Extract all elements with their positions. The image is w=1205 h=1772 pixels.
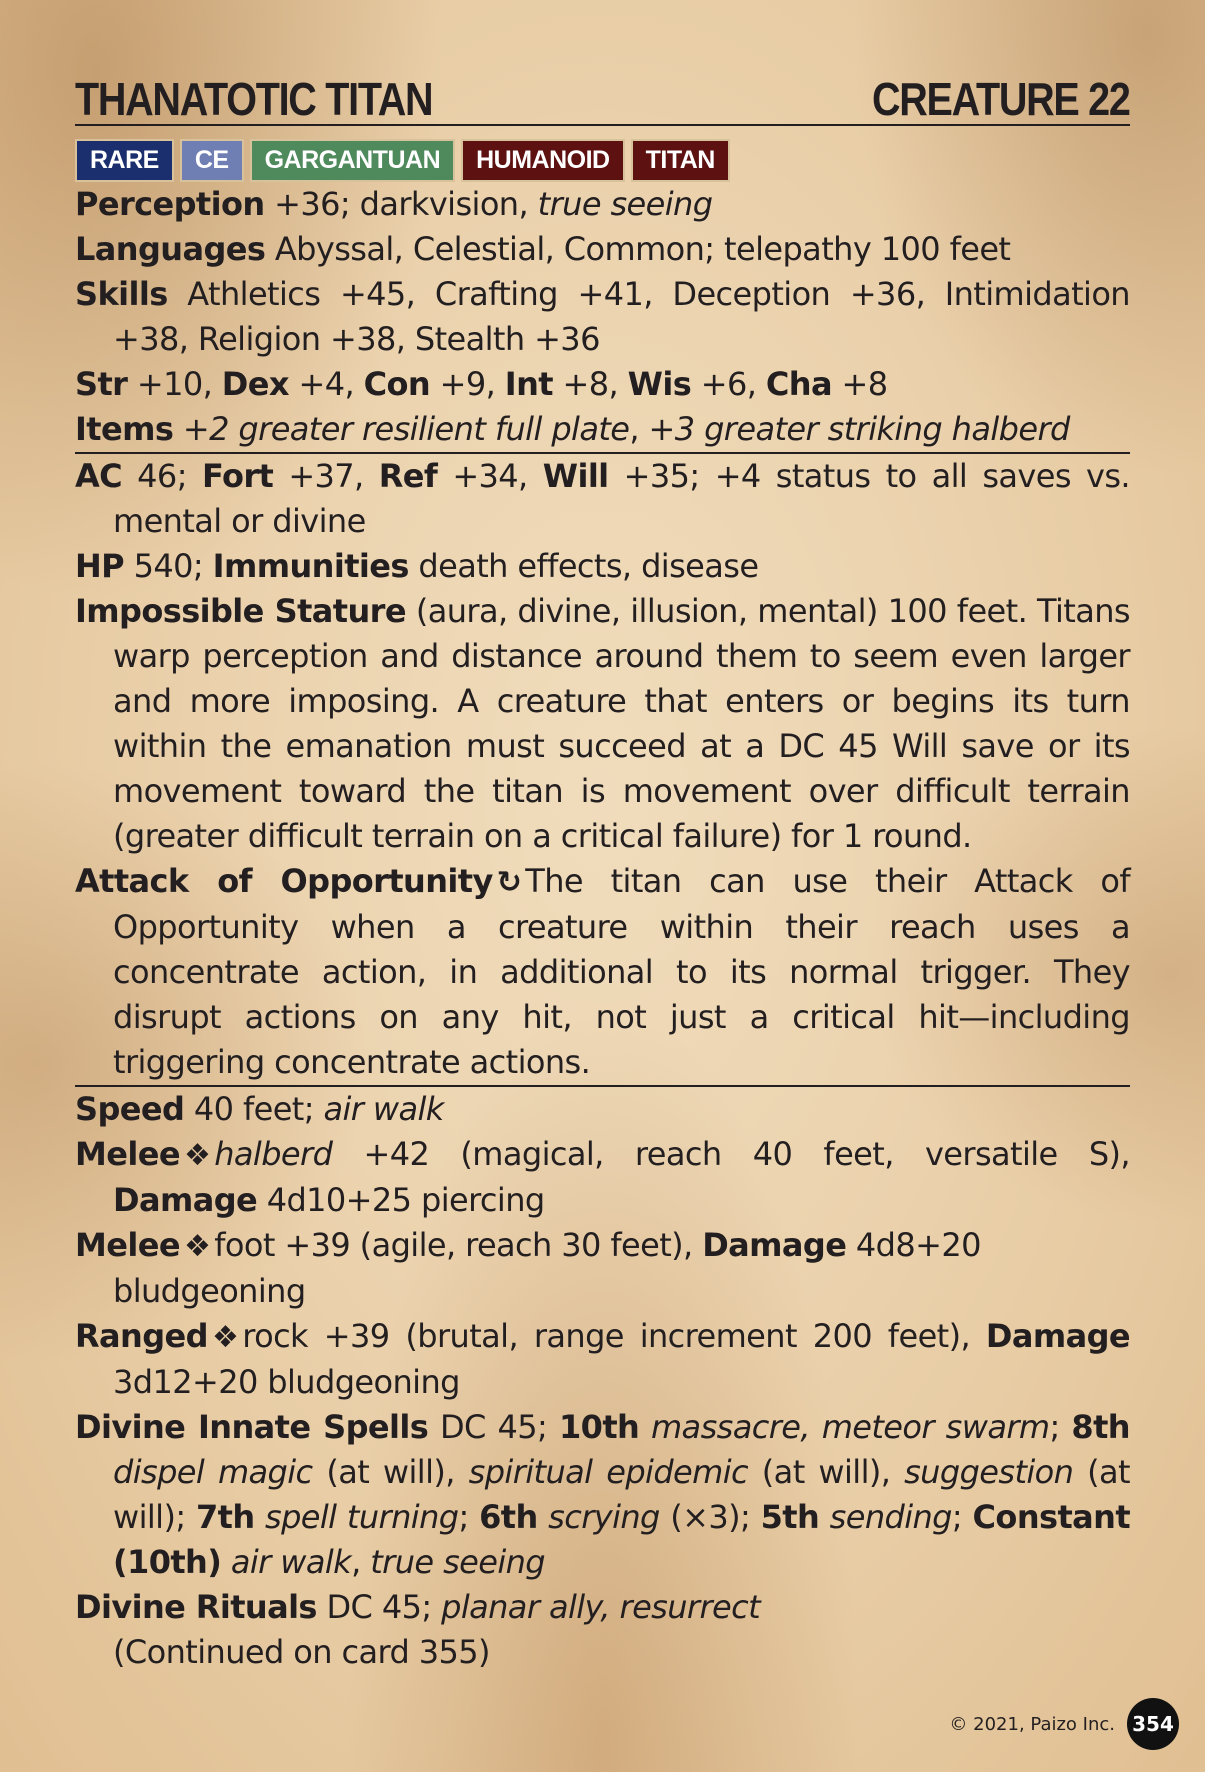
innate-spells-line: Divine Innate Spells DC 45; 10th massacre, meteor swarm; 8th dispel magic (at will), spiritual epidemic (at will), suggestion (at will); 7th spell turning; 6th scrying (×3); 5th sending; Constant (10th) air walk, true seeing bbox=[75, 1408, 1131, 1581]
speed-line: Speed 40 feet; air walk bbox=[75, 1090, 444, 1128]
single-action-icon: ❖ bbox=[183, 1138, 211, 1173]
card-number-badge: 354 bbox=[1127, 1698, 1179, 1750]
impossible-stature-ability: Impossible Stature (aura, divine, illusion, mental) 100 feet. Titans warp perception and distance around them to seem even larger and more imposing. A creature that enters or begins its turn within the emanation must succeed at a DC 45 Will save or its movement toward the titan is movement over difficult terrain (greater difficult terrain on a critical failure) for 1 round. bbox=[75, 592, 1131, 855]
creature-level: CREATURE 22 bbox=[872, 73, 1130, 125]
trait-humanoid: HUMANOID bbox=[461, 139, 625, 182]
ability-scores-line: Str +10, Dex +4, Con +9, Int +8, Wis +6, Cha +8 bbox=[75, 365, 888, 403]
melee-halberd-line: Melee ❖ halberd +42 (magical, reach 40 feet, versatile S), Damage 4d10+25 piercing bbox=[75, 1135, 1130, 1219]
single-action-icon: ❖ bbox=[183, 1229, 211, 1264]
attack-of-opportunity-ability: Attack of Opportunity ↻ The titan can use their Attack of Opportunity when a creature within their reach uses a concentrate action, in additional to its normal trigger. They disrupt actions on any hit, not just a critical hit—including triggering concentrate actions. bbox=[75, 859, 1130, 1087]
single-action-icon: ❖ bbox=[211, 1320, 239, 1355]
card-footer bbox=[949, 1698, 1179, 1750]
trait-list bbox=[75, 139, 1130, 182]
copyright: © 2021, Paizo Inc. bbox=[949, 1713, 1115, 1735]
stat-card bbox=[75, 70, 1130, 1675]
continued-note: (Continued on card 355) bbox=[113, 1633, 490, 1671]
trait-rarity: RARE bbox=[75, 139, 174, 182]
perception-line: Perception +36; darkvision, true seeing bbox=[75, 185, 713, 223]
ranged-rock-line: Ranged ❖ rock +39 (brutal, range increment 200 feet), Damage 3d12+20 bludgeoning bbox=[75, 1317, 1130, 1401]
skills-line: Skills Athletics +45, Crafting +41, Deception +36, Intimidation +38, Religion +38, Stealth +36 bbox=[75, 275, 1130, 358]
creature-name: THANATOTIC TITAN bbox=[75, 73, 433, 125]
reaction-icon: ↻ bbox=[496, 865, 522, 900]
trait-titan: TITAN bbox=[631, 139, 730, 182]
stat-header bbox=[75, 70, 1130, 126]
items-line: Items +2 greater resilient full plate, +3 greater striking halberd bbox=[75, 407, 1130, 454]
stat-block bbox=[75, 182, 1130, 1675]
melee-foot-line: Melee ❖ foot +39 (agile, reach 30 feet), Damage 4d8+20 bludgeoning bbox=[75, 1226, 981, 1310]
rituals-line: Divine Rituals DC 45; planar ally, resurrect bbox=[75, 1588, 761, 1626]
languages-line: Languages Abyssal, Celestial, Common; telepathy 100 feet bbox=[75, 230, 1011, 268]
defense-line: AC 46; Fort +37, Ref +34, Will +35; +4 status to all saves vs. mental or divine bbox=[75, 457, 1130, 540]
hp-line: HP 540; Immunities death effects, disease bbox=[75, 547, 759, 585]
trait-size: GARGANTUAN bbox=[250, 139, 456, 182]
trait-alignment: CE bbox=[180, 139, 244, 182]
